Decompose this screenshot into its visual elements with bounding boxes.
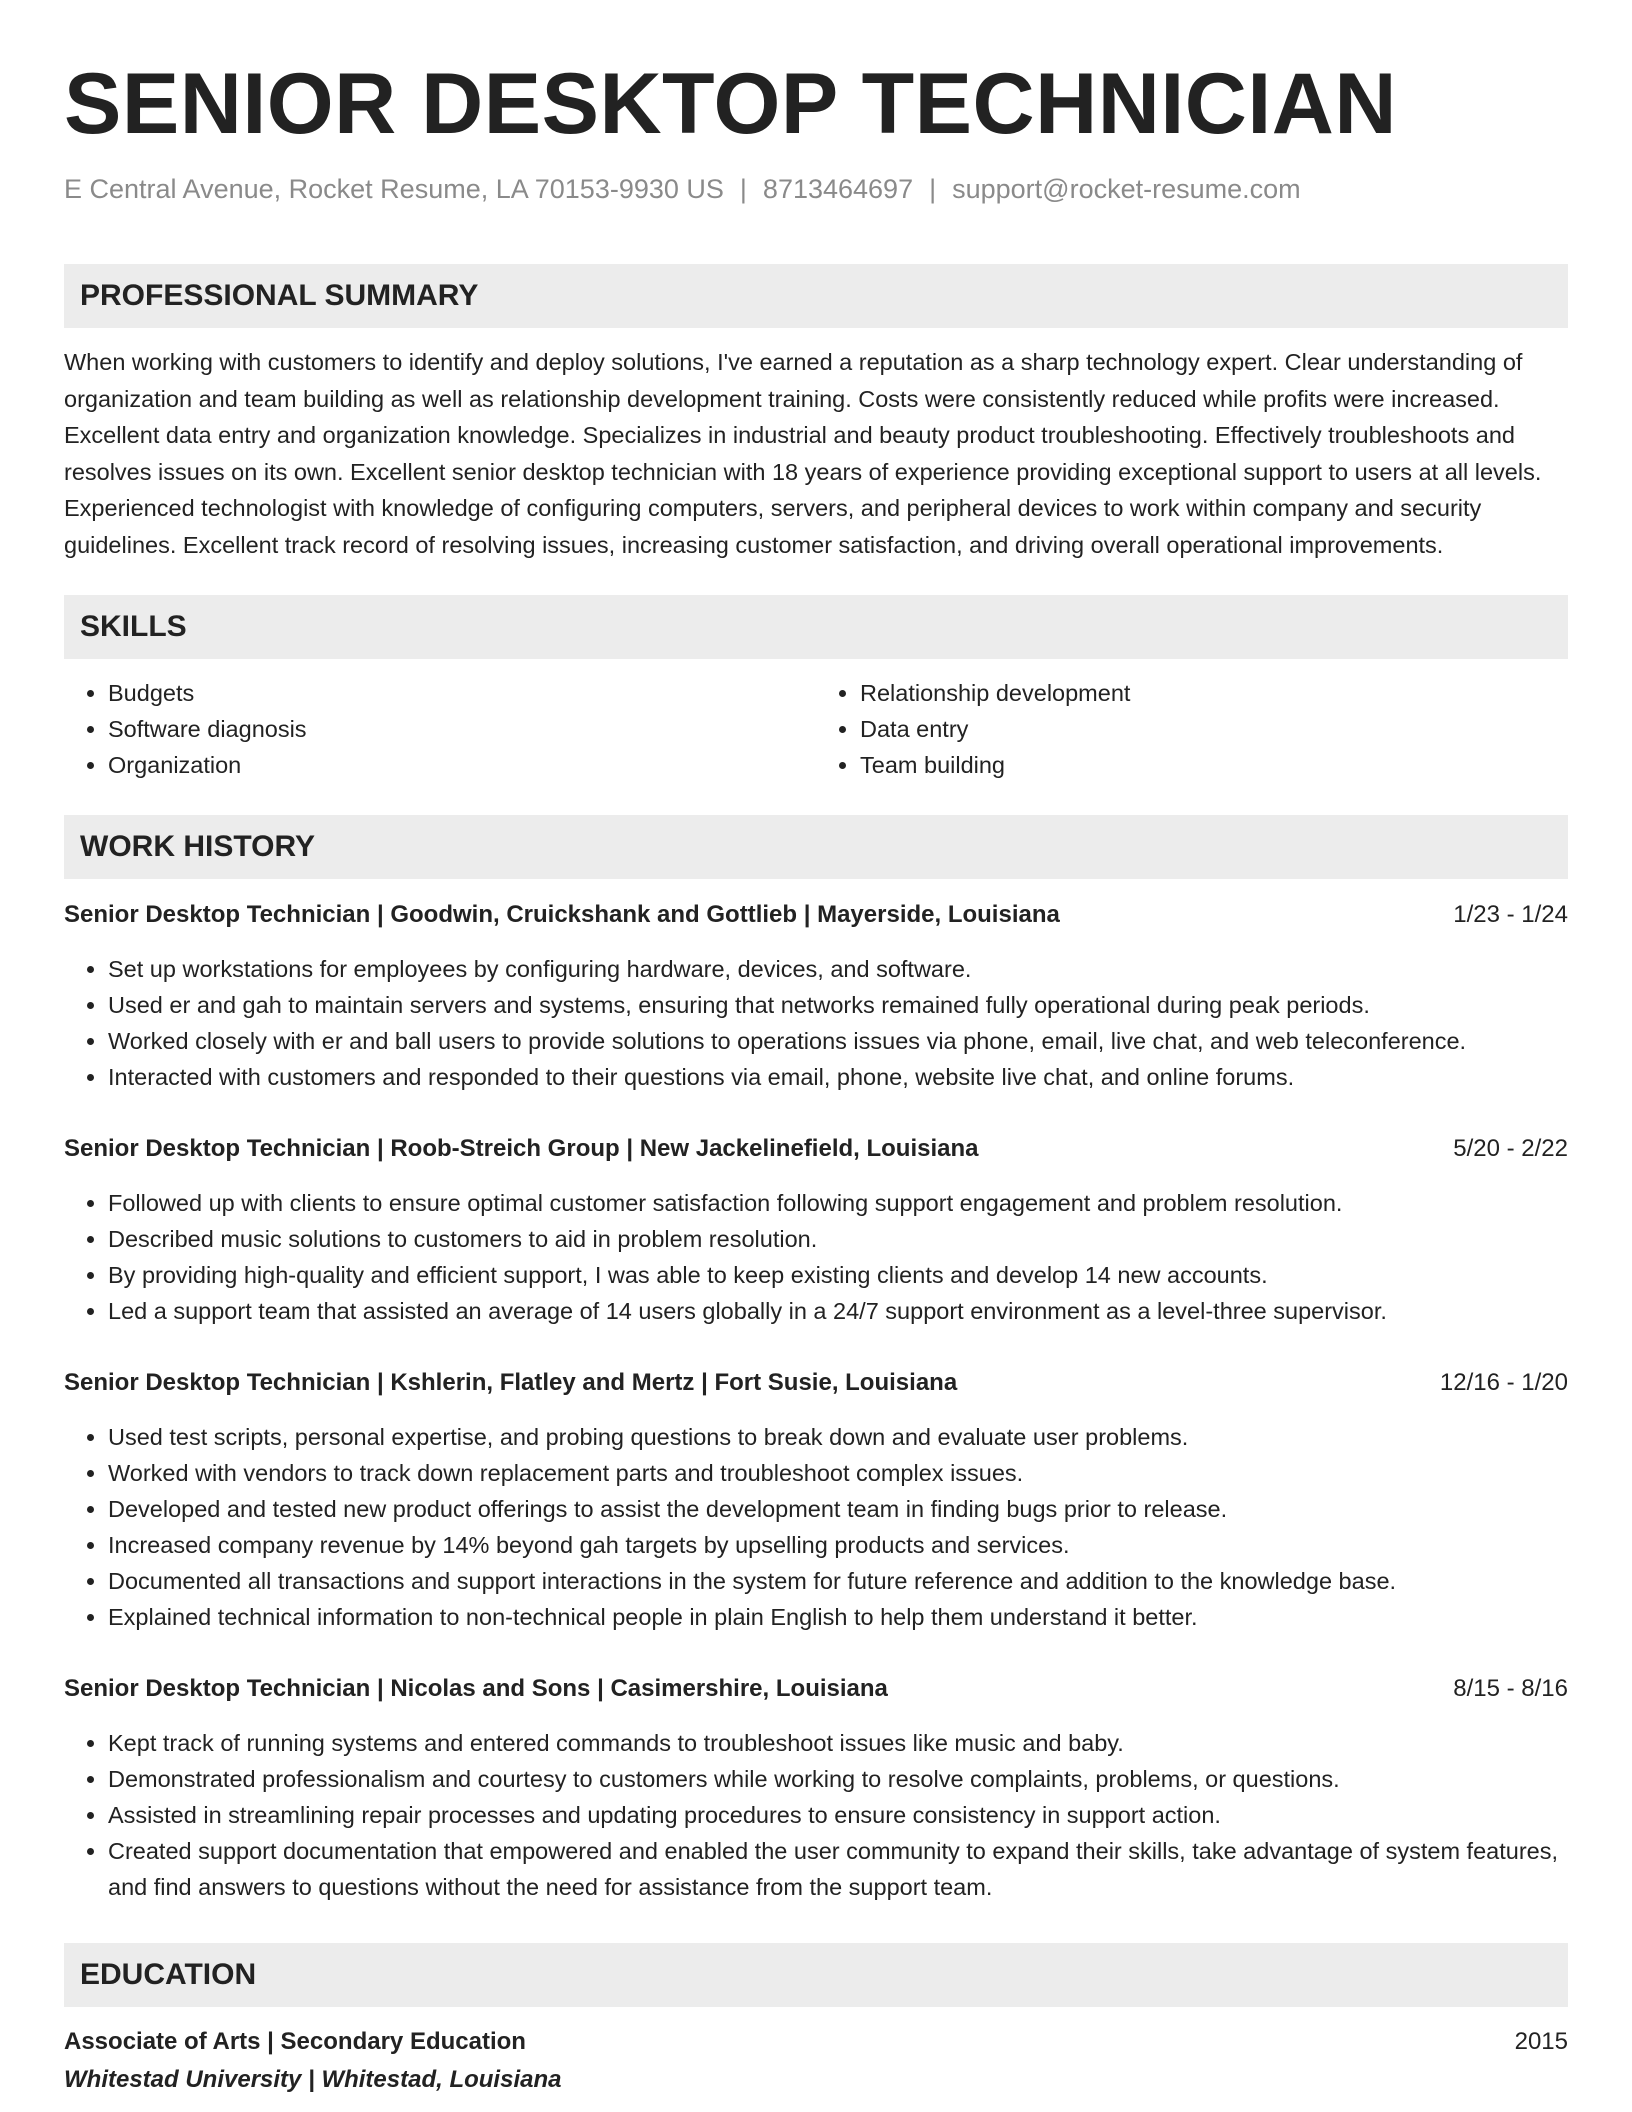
job-dates: 12/16 - 1/20 (1439, 1369, 1568, 1396)
job-bullet: • Led a support team that assisted an average of 14 users globally in a 24/7 support environment as a level-three supervisor. (108, 1293, 1568, 1329)
job-bullet: • Worked with vendors to track down replacement parts and troubleshoot complex issues. (108, 1455, 1568, 1491)
job-bullet: • Explained technical information to non-technical people in plain English to help them understand it better. (108, 1599, 1568, 1635)
skills-column-right (816, 675, 1568, 783)
job-heading: Senior Desktop Technician | Goodwin, Cruickshank and Gottlieb | Mayerside, Louisiana (64, 901, 1060, 928)
job-header (64, 1131, 1568, 1167)
section-header-work-history: WORK HISTORY (64, 815, 1568, 879)
job-bullet: • Set up workstations for employees by configuring hardware, devices, and software. (108, 951, 1568, 987)
contact-line (64, 172, 1568, 206)
job-bullet: • Documented all transactions and support interactions in the system for future reference and addition to the knowledge base. (108, 1563, 1568, 1599)
job-dates: 8/15 - 8/16 (1453, 1675, 1568, 1702)
job-bullets (64, 1419, 1568, 1635)
job-bullet: • Described music solutions to customers to aid in problem resolution. (108, 1221, 1568, 1257)
skill-item: • Relationship development (860, 675, 1568, 711)
education-entry (64, 2023, 1568, 2099)
section-header-skills: SKILLS (64, 595, 1568, 659)
job-heading: Senior Desktop Technician | Kshlerin, Flatley and Mertz | Fort Susie, Louisiana (64, 1369, 958, 1396)
job-bullet: • Created support documentation that empowered and enabled the user community to expand their skills, take advantage of system features, and find answers to questions without the need for assistance from the support team. (108, 1833, 1568, 1905)
job-bullet: • Assisted in streamlining repair processes and updating procedures to ensure consistency in support action. (108, 1797, 1568, 1833)
job-bullet: • By providing high-quality and efficient support, I was able to keep existing clients and develop 14 new accounts. (108, 1257, 1568, 1293)
professional-summary-text: When working with customers to identify and deploy solutions, I've earned a reputation as a sharp technology expert. Clear understanding of organization and team building as well as relationship development training. Costs were consistently reduced while profits were increased. Excellent data entry and organization knowledge. Specializes in industrial and beauty product troubleshooting. Effectively troubleshoots and resolves issues on its own. Excellent senior desktop technician with 18 years of experience providing exceptional support to users at all levels. Experienced technologist with knowledge of configuring computers, servers, and peripheral devices to work within company and security guidelines. Excellent track record of resolving issues, increasing customer satisfaction, and driving overall operational improvements. (64, 349, 1542, 558)
job-bullet: • Demonstrated professionalism and courtesy to customers while working to resolve complaints, problems, or questions. (108, 1761, 1568, 1797)
job-bullet: • Interacted with customers and responded to their questions via email, phone, website live chat, and online forums. (108, 1059, 1568, 1095)
education-header (64, 2023, 1568, 2061)
job-bullets (64, 951, 1568, 1095)
contact-phone: 8713464697 (762, 174, 914, 204)
section-header-education: EDUCATION (64, 1943, 1568, 2007)
education-school: Whitestad University | Whitestad, Louisiana (64, 2066, 562, 2093)
job-bullets (64, 1185, 1568, 1329)
education-year: 2015 (1514, 2028, 1568, 2055)
job-bullet: • Used er and gah to maintain servers and systems, ensuring that networks remained fully operational during peak periods. (108, 987, 1568, 1023)
job-bullet: • Used test scripts, personal expertise, and probing questions to break down and evaluate user problems. (108, 1419, 1568, 1455)
skills-column-left (64, 675, 816, 783)
job-entry (64, 1365, 1568, 1635)
contact-email: support@rocket-resume.com (952, 174, 1301, 204)
job-bullet: • Increased company revenue by 14% beyond gah targets by upselling products and services. (108, 1527, 1568, 1563)
skill-item: • Team building (860, 747, 1568, 783)
education-degree: Associate of Arts | Secondary Education (64, 2028, 526, 2055)
contact-separator: | (929, 174, 937, 204)
job-heading: Senior Desktop Technician | Nicolas and Sons | Casimershire, Louisiana (64, 1675, 888, 1702)
contact-separator: | (739, 174, 747, 204)
job-header (64, 897, 1568, 933)
job-entry (64, 1671, 1568, 1905)
job-bullets (64, 1725, 1568, 1905)
job-bullet: • Worked closely with er and ball users to provide solutions to operations issues via phone, email, live chat, and web teleconference. (108, 1023, 1568, 1059)
job-bullet: • Followed up with clients to ensure optimal customer satisfaction following support engagement and problem resolution. (108, 1185, 1568, 1221)
skills-list (64, 675, 1568, 783)
job-dates: 1/23 - 1/24 (1453, 901, 1568, 928)
candidate-name: SENIOR DESKTOP TECHNICIAN (64, 56, 1397, 152)
job-bullet: • Developed and tested new product offerings to assist the development team in finding bugs prior to release. (108, 1491, 1568, 1527)
contact-address: E Central Avenue, Rocket Resume, LA 70153-9930 US (64, 174, 724, 204)
job-bullet: • Kept track of running systems and entered commands to troubleshoot issues like music and baby. (108, 1725, 1568, 1761)
skill-item: • Data entry (860, 711, 1568, 747)
job-entry (64, 1131, 1568, 1329)
job-dates: 5/20 - 2/22 (1453, 1135, 1568, 1162)
job-header (64, 1365, 1568, 1401)
job-entry (64, 897, 1568, 1095)
skill-item: • Software diagnosis (108, 711, 816, 747)
section-header-professional-summary: PROFESSIONAL SUMMARY (64, 264, 1568, 328)
job-heading: Senior Desktop Technician | Roob-Streich Group | New Jackelinefield, Louisiana (64, 1135, 979, 1162)
skill-item: • Organization (108, 747, 816, 783)
job-header (64, 1671, 1568, 1707)
skill-item: • Budgets (108, 675, 816, 711)
